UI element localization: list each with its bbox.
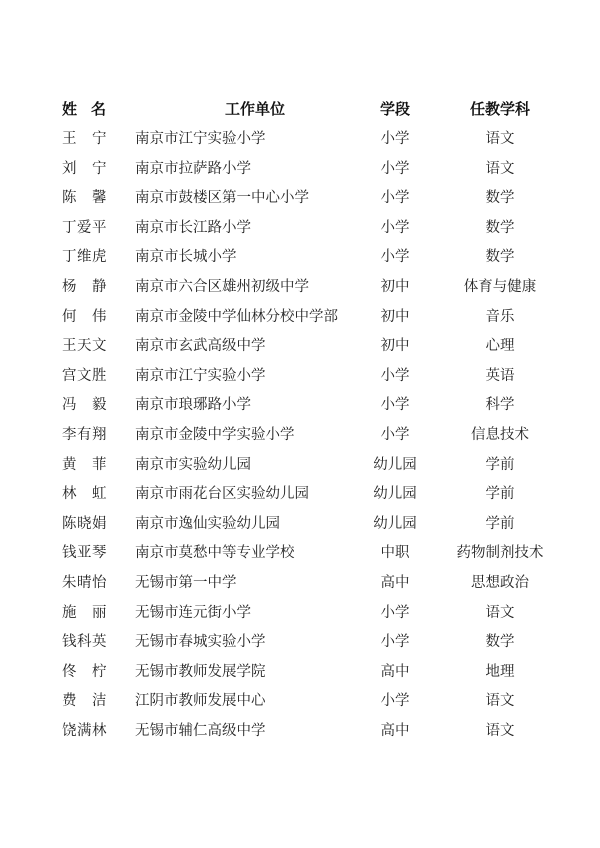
row-unit: 南京市实验幼儿园 — [135, 456, 251, 473]
row-subject: 数学 — [485, 190, 515, 207]
row-stage: 小学 — [380, 634, 410, 651]
row-subject: 学前 — [485, 486, 515, 503]
row-unit: 南京市莫愁中等专业学校 — [135, 545, 295, 562]
row-name: 何 伟 — [62, 308, 107, 325]
table-row — [0, 509, 600, 539]
row-subject: 语文 — [485, 604, 515, 621]
row-name: 施 丽 — [62, 604, 107, 621]
row-name: 黄 菲 — [62, 456, 107, 473]
row-unit: 无锡市教师发展学院 — [135, 663, 266, 680]
table-row — [0, 272, 600, 302]
row-unit: 南京市江宁实验小学 — [135, 131, 266, 147]
row-stage: 小学 — [380, 604, 410, 621]
row-name: 李有翔 — [62, 427, 107, 443]
table-row — [0, 420, 600, 450]
row-stage: 小学 — [380, 693, 410, 710]
table-row — [0, 154, 600, 184]
row-name: 佟 柠 — [62, 663, 107, 680]
table-row — [0, 242, 600, 272]
table-row — [0, 183, 600, 213]
table-row — [0, 390, 600, 420]
row-stage: 小学 — [380, 160, 410, 177]
row-subject: 学前 — [485, 456, 515, 473]
row-stage: 幼儿园 — [373, 486, 417, 503]
row-stage: 初中 — [380, 338, 410, 355]
row-subject: 地理 — [485, 663, 515, 680]
row-unit: 南京市拉萨路小学 — [135, 160, 251, 177]
row-unit: 南京市雨花台区实验幼儿园 — [135, 486, 309, 503]
row-subject: 语文 — [485, 693, 515, 710]
row-name: 费 洁 — [62, 693, 107, 710]
table-row — [0, 450, 600, 480]
row-stage: 高中 — [380, 723, 410, 739]
row-subject: 药物制剂技术 — [456, 545, 544, 562]
row-stage: 小学 — [380, 190, 410, 207]
row-name: 丁维虎 — [62, 249, 107, 266]
row-stage: 小学 — [380, 427, 410, 443]
row-subject: 语文 — [485, 723, 515, 739]
row-subject: 语文 — [485, 131, 515, 147]
row-name: 朱晴怡 — [62, 575, 107, 591]
row-unit: 南京市长城小学 — [135, 249, 237, 266]
row-unit: 南京市金陵中学仙林分校中学部 — [135, 308, 338, 325]
row-stage: 高中 — [380, 575, 410, 591]
row-subject: 学前 — [485, 515, 515, 532]
row-name: 杨 静 — [62, 279, 107, 295]
row-subject: 数学 — [485, 634, 515, 651]
row-unit: 无锡市春城实验小学 — [135, 634, 266, 651]
table-row — [0, 124, 600, 154]
row-unit: 南京市鼓楼区第一中心小学 — [135, 190, 309, 207]
row-subject: 体育与健康 — [463, 279, 537, 295]
row-stage: 幼儿园 — [373, 456, 417, 473]
row-name: 钱科英 — [62, 634, 107, 651]
table-row — [0, 331, 600, 361]
table-header — [0, 94, 600, 124]
table-row — [0, 716, 600, 746]
row-stage: 小学 — [380, 219, 410, 236]
row-subject: 数学 — [485, 249, 515, 266]
header-subject: 任教学科 — [469, 100, 530, 118]
row-stage: 小学 — [380, 367, 410, 384]
row-name: 丁爱平 — [62, 219, 107, 236]
row-unit: 南京市玄武高级中学 — [135, 338, 266, 355]
header-unit: 工作单位 — [224, 100, 285, 118]
row-unit: 南京市六合区雄州初级中学 — [135, 279, 309, 295]
row-stage: 幼儿园 — [373, 515, 417, 532]
table-row — [0, 627, 600, 657]
row-subject: 英语 — [485, 367, 515, 384]
row-unit: 南京市逸仙实验幼儿园 — [135, 515, 280, 532]
row-name: 陈晓娟 — [62, 515, 107, 532]
row-name: 陈 馨 — [62, 190, 107, 207]
row-name: 冯 毅 — [62, 397, 107, 414]
row-stage: 初中 — [380, 308, 410, 325]
row-name: 林 虹 — [62, 486, 107, 503]
row-name: 王 宁 — [62, 131, 107, 147]
table-row — [0, 479, 600, 509]
row-unit: 无锡市连元街小学 — [135, 604, 251, 621]
table-row — [0, 598, 600, 628]
row-stage: 小学 — [380, 397, 410, 414]
table-row — [0, 657, 600, 687]
row-name: 王天文 — [62, 338, 107, 355]
row-subject: 心理 — [485, 338, 515, 355]
row-name: 饶满林 — [62, 723, 107, 739]
row-subject: 语文 — [485, 160, 515, 177]
row-name: 宫文胜 — [62, 367, 107, 384]
row-subject: 信息技术 — [471, 427, 529, 443]
row-subject: 音乐 — [485, 308, 515, 325]
header-name: 姓名 — [62, 100, 121, 118]
row-stage: 小学 — [380, 249, 410, 266]
row-stage: 小学 — [380, 131, 410, 147]
row-unit: 南京市长江路小学 — [135, 219, 251, 236]
row-subject: 数学 — [485, 219, 515, 236]
header-stage: 学段 — [379, 100, 410, 118]
table-row — [0, 213, 600, 243]
row-unit: 江阴市教师发展中心 — [135, 693, 266, 710]
row-stage: 初中 — [380, 279, 410, 295]
row-name: 钱亚琴 — [62, 545, 107, 562]
table-row — [0, 302, 600, 332]
row-stage: 中职 — [380, 545, 410, 562]
row-unit: 南京市金陵中学实验小学 — [135, 427, 295, 443]
row-stage: 高中 — [380, 663, 410, 680]
row-subject: 思想政治 — [471, 575, 529, 591]
row-subject: 科学 — [485, 397, 515, 414]
row-unit: 南京市江宁实验小学 — [135, 367, 266, 384]
row-unit: 无锡市第一中学 — [135, 575, 237, 591]
table-row — [0, 361, 600, 391]
table-row — [0, 686, 600, 716]
table-row — [0, 568, 600, 598]
row-name: 刘 宁 — [62, 160, 107, 177]
row-unit: 无锡市辅仁高级中学 — [135, 723, 266, 739]
row-unit: 南京市琅琊路小学 — [135, 397, 251, 414]
table-row — [0, 538, 600, 568]
